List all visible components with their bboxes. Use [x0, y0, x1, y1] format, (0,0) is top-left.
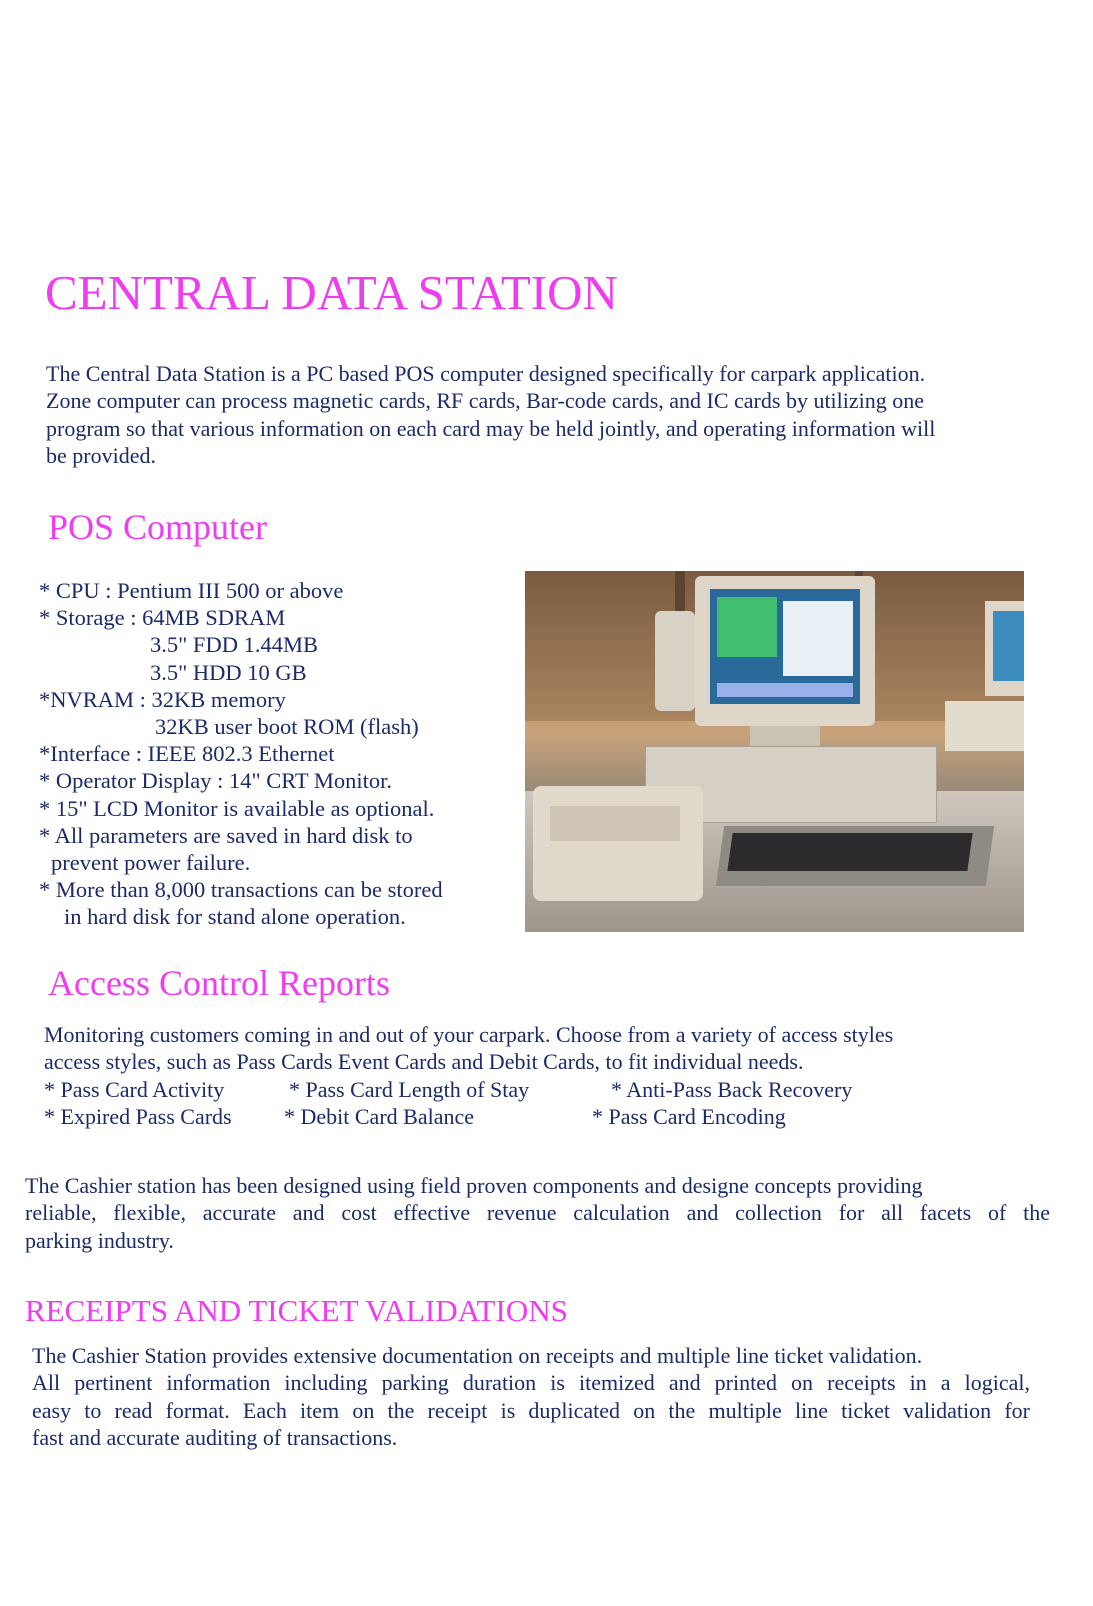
access-paragraph [44, 1021, 1044, 1076]
receipts-paragraph [32, 1342, 1030, 1451]
spec-item: * More than 8,000 transactions can be stored [39, 877, 443, 903]
intro-line: Zone computer can process magnetic cards, RF cards, Bar-code cards, and IC cards by utilizing one [46, 388, 925, 414]
access-line: access styles, such as Pass Cards Event Cards and Debit Cards, to fit individual needs. [44, 1049, 804, 1075]
intro-line: program so that various information on each card may be held jointly, and operating information will [46, 415, 936, 441]
spec-item: * All parameters are saved in hard disk to [39, 822, 413, 848]
spec-list [39, 577, 509, 931]
receipts-line: The Cashier Station provides extensive documentation on receipts and multiple line ticket validation. [32, 1343, 923, 1368]
access-line: Monitoring customers coming in and out of your carpark. Choose from a variety of access styles [44, 1022, 894, 1047]
receipts-heading: RECEIPTS AND TICKET VALIDATIONS [25, 1293, 568, 1328]
receipts-line: fast and accurate auditing of transactions. [32, 1424, 398, 1450]
feature-item: * Debit Card Balance [284, 1104, 474, 1130]
spec-item: prevent power failure. [51, 850, 251, 876]
feature-item: * Pass Card Activity [44, 1077, 225, 1102]
feature-item: * Expired Pass Cards [44, 1104, 232, 1130]
receipts-line: All pertinent information including parking duration is itemized and printed on receipts in a logical, [32, 1370, 1030, 1396]
feature-item: * Anti-Pass Back Recovery [611, 1077, 853, 1102]
feature-grid [44, 1076, 1044, 1130]
spec-item: * 15" LCD Monitor is available as optional. [39, 795, 435, 821]
intro-line: be provided. [46, 442, 156, 468]
spec-item: * Storage : 64MB SDRAM [39, 605, 286, 631]
page-title: CENTRAL DATA STATION [45, 265, 618, 320]
spec-item: 3.5" HDD 10 GB [150, 659, 307, 685]
access-heading: Access Control Reports [48, 963, 390, 1003]
intro-line: The Central Data Station is a PC based POS computer designed specifically for carpark application. [46, 361, 926, 386]
cashier-line: reliable, flexible, accurate and cost effective revenue calculation and collection for all facets of the [25, 1200, 1050, 1226]
spec-item: * Operator Display : 14" CRT Monitor. [39, 768, 393, 794]
cashier-paragraph [25, 1172, 1050, 1254]
pos-station-photo [525, 571, 1024, 932]
spec-item: *Interface : IEEE 802.3 Ethernet [39, 741, 335, 767]
cashier-line: The Cashier station has been designed using field proven components and designe concepts providing [25, 1173, 923, 1198]
cashier-line: parking industry. [25, 1227, 174, 1253]
spec-item: 32KB user boot ROM (flash) [155, 714, 419, 740]
spec-item: 3.5" FDD 1.44MB [150, 632, 318, 658]
pos-heading: POS Computer [48, 507, 268, 547]
feature-item: * Pass Card Encoding [592, 1104, 786, 1130]
intro-paragraph [46, 360, 1046, 469]
feature-item: * Pass Card Length of Stay [289, 1077, 530, 1102]
spec-item: *NVRAM : 32KB memory [39, 686, 286, 712]
spec-item: * CPU : Pentium III 500 or above [39, 578, 344, 603]
spec-item: in hard disk for stand alone operation. [64, 904, 406, 930]
receipts-line: easy to read format. Each item on the receipt is duplicated on the multiple line ticket validation for [32, 1397, 1030, 1423]
